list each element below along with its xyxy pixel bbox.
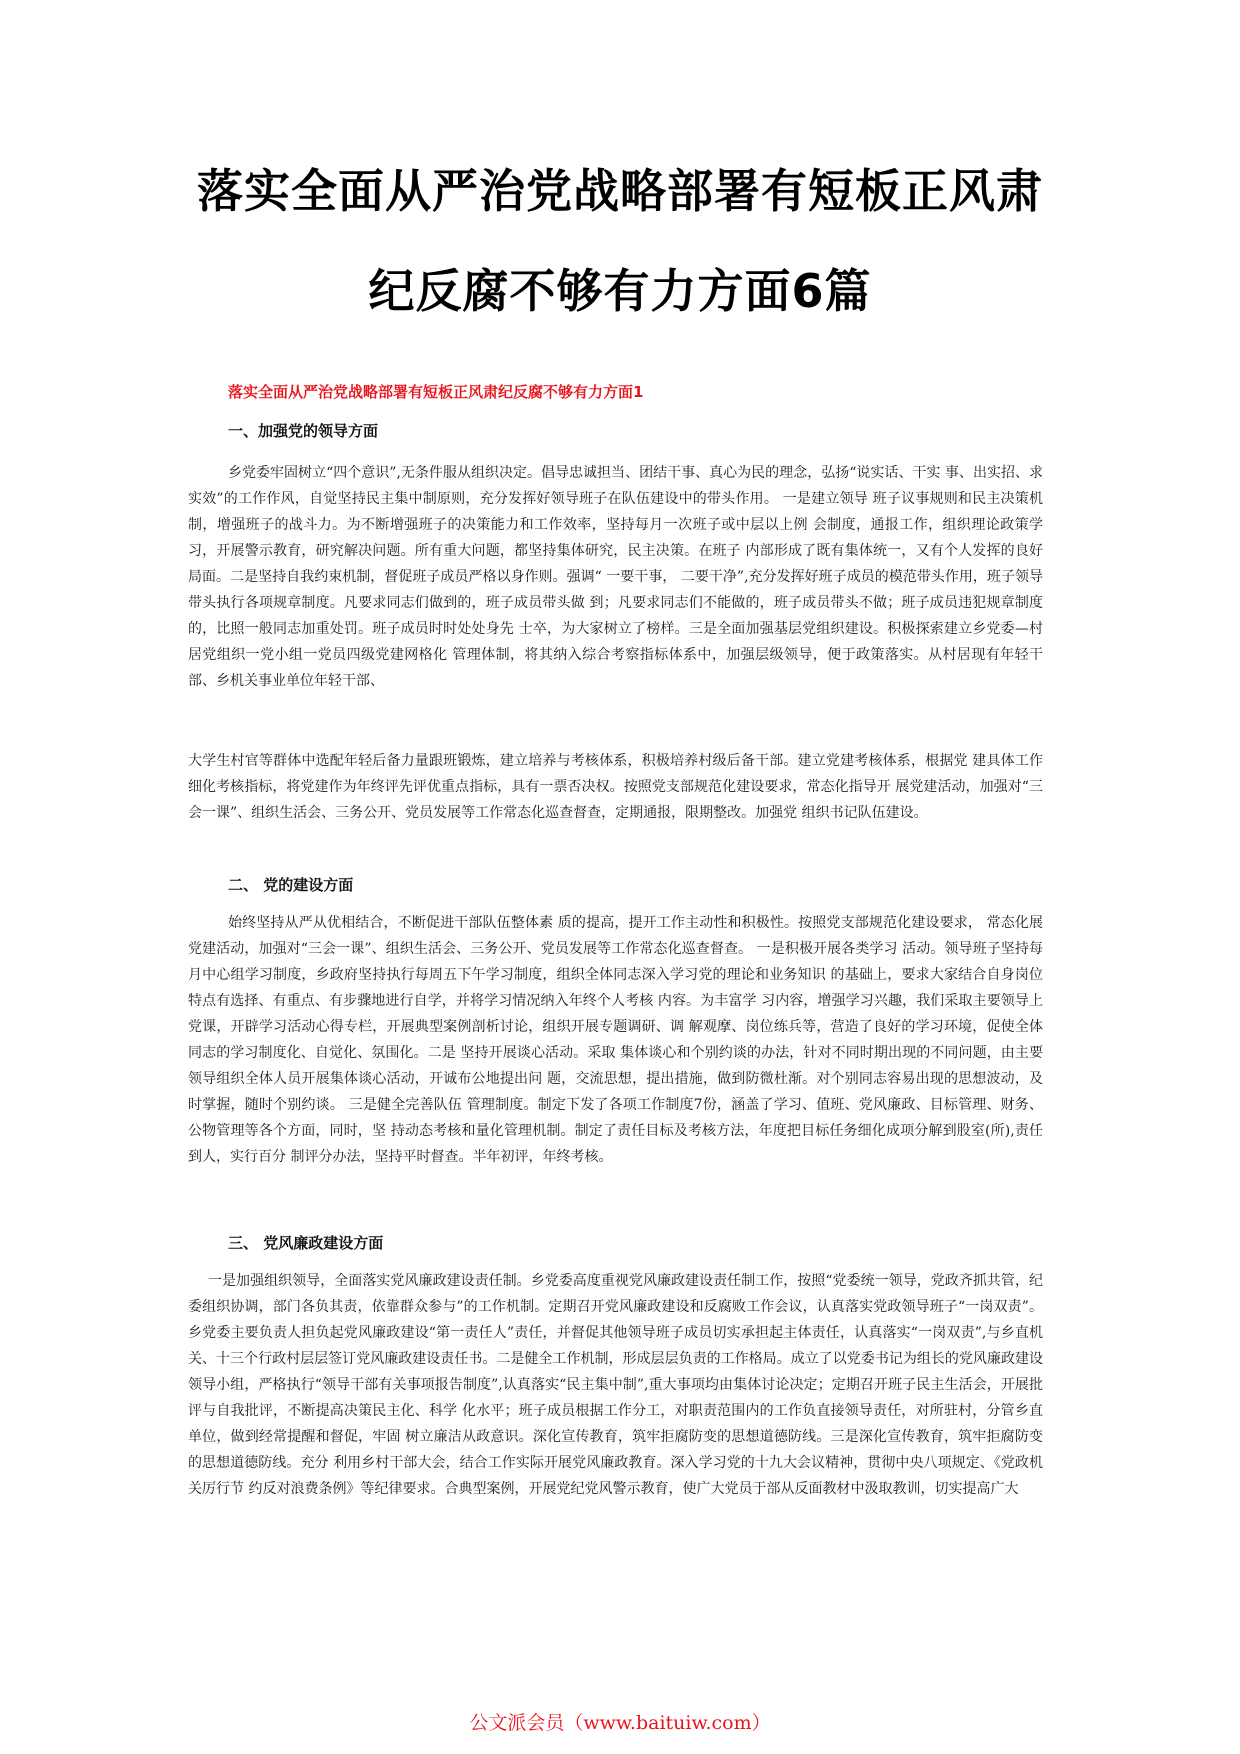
section-1-paragraph-1: 乡党委牢固树立“四个意识”,无条件服从组织决定。倡导忠诚担当、团结干事、真心为民的理念，弘扬“说实话、干实 事、出实招、求实效”的工作作风，自觉坚持民主集中制原则，充分发挥好领导班子在队伍建设中的带头作用。 一是建立领导 班子议事规则和民主决策机制，增强班子的战斗力。为不断增强班子的决策能力和工作效率，坚持每月一次班子或中层以上例 会制度，通报工作，组织理论政策学习，开展警示教育，研究解决问题。所有重大问题，都坚持集体研究，民主决策。在班子 内部形成了既有集体统一，又有个人发挥的良好局面。二是坚持自我约束机制，督促班子成员严格以身作则。强调“ 一要干事， 二要干净”,充分发挥好班子成员的模范带头作用，班子领导带头执行各项规章制度。凡要求同志们做到的，班子成员带头做 到；凡要求同志们不能做的，班子成员带头不做；班子成员违犯规章制度的，比照一般同志加重处罚。班子成员时时处处身先 士卒，为大家树立了榜样。三是全面加强基层党组织建设。积极探索建立乡党委—村居党组织一党小组一党员四级党建网格化 管理体制，将其纳入综合考察指标体系中，加强层级领导，便于政策落实。从村居现有年轻干部、乡机关事业单位年轻干部、	[188, 465, 1043, 689]
article-subtitle: 落实全面从严治党战略部署有短板正风肃纪反腐不够有力方面1	[228, 383, 644, 401]
section-heading-3: 三、 党风廉政建设方面	[228, 1234, 384, 1252]
document-title-line-2: 纪反腐不够有力方面6篇	[368, 264, 872, 318]
section-2-paragraph-1: 始终坚持从严从优相结合，不断促进干部队伍整体素 质的提高，提开工作主动性和积极性。按照党支部规范化建设要求， 常态化展党建活动，加强对“三会一课”、组织生活会、三务公开、党员发展等工作常态化巡查督查。 一是积极开展各类学习 活动。领导班子坚持每月中心组学习制度，乡政府坚持执行每周五下午学习制度，组织全体同志深入学习党的理论和业务知识 的基础上，要求大家结合自身岗位特点有选择、有重点、有步骤地进行自学，并将学习情况纳入年终个人考核 内容。为丰富学 习内容，增强学习兴趣，我们采取主要领导上党课，开辟学习活动心得专栏，开展典型案例剖析讨论，组织开展专题调研、调 解观摩、岗位练兵等，营造了良好的学习环境，促使全体同志的学习制度化、自觉化、氛围化。二是 坚持开展谈心活动。采取 集体谈心和个别约谈的办法，针对不同时期出现的不同问题，由主要领导组织全体人员开展集体谈心活动，开诚布公地提出问 题，交流思想，提出措施，做到防微杜渐。对个别同志容易出现的思想波动，及时掌握，随时个别约谈。 三是健全完善队伍 管理制度。制定下发了各项工作制度7份，涵盖了学习、值班、党风廉政、目标管理、财务、公物管理等各个方面，同时，坚 持动态考核和量化管理机制。制定了责任目标及考核方法，年度把目标任务细化成项分解到股室(所),责任到人，实行百分 制评分办法，坚持平时督查。半年初评，年终考核。	[188, 915, 1043, 1165]
footer-watermark: 公文派会员（www.baituiw.com）	[469, 1712, 771, 1734]
section-1-paragraph-2: 大学生村官等群体中选配年轻后备力量跟班锻炼，建立培养与考核体系，积极培养村级后备干部。建立党建考核体系，根据党 建具体工作细化考核指标，将党建作为年终评先评优重点指标，具有一票否决权。按照党支部规范化建设要求，常态化指导开 展党建活动，加强对“三会一课”、组织生活会、三务公开、党员发展等工作常态化巡查督查，定期通报，限期整改。加强党 组织书记队伍建设。	[188, 753, 1043, 821]
document-title-line-1: 落实全面从严治党战略部署有短板正风肃	[197, 164, 1043, 218]
section-heading-1: 一、加强党的领导方面	[228, 422, 379, 440]
section-3-paragraph-1: 一是加强组织领导，全面落实党风廉政建设责任制。乡党委高度重视党风廉政建设责任制工作，按照“党委统一领导，党政齐抓共管，纪委组织协调，部门各负其责，依靠群众参与”的工作机制。定期召开党风廉政建设和反腐败工作会议，认真落实党政领导班子“一岗双责”。乡党委主要负责人担负起党风廉政建设“第一责任人”责任，并督促其他领导班子成员切实承担起主体责任，认真落实“一岗双责”,与乡直机关、十三个行政村层层签订党风廉政建设责任书。二是健全工作机制，形成层层负责的工作格局。成立了以党委书记为组长的党风廉政建设领导小组，严格执行“领导干部有关事项报告制度”,认真落实“民主集中制”,重大事项均由集体讨论决定；定期召开班子民主生活会，开展批评与自我批评，不断提高决策民主化、科学 化水平；班子成员根据工作分工，对职责范围内的工作负直接领导责任，对所驻村，分管乡直单位，做到经常提醒和督促，牢固 树立廉洁从政意识。深化宣传教育，筑牢拒腐防变的思想道德防线。三是深化宣传教育，筑牢拒腐防变的思想道德防线。充分 利用乡村干部大会，结合工作实际开展党风廉政教育。深入学习党的十九大会议精神，贯彻中央八项规定、《党政机关厉行节 约反对浪费条例》等纪律要求。合典型案例，开展党纪党风警示教育，使广大党员于部从反面教材中汲取教训，切实提高广大	[188, 1273, 1043, 1497]
section-heading-2: 二、 党的建设方面	[228, 876, 354, 894]
